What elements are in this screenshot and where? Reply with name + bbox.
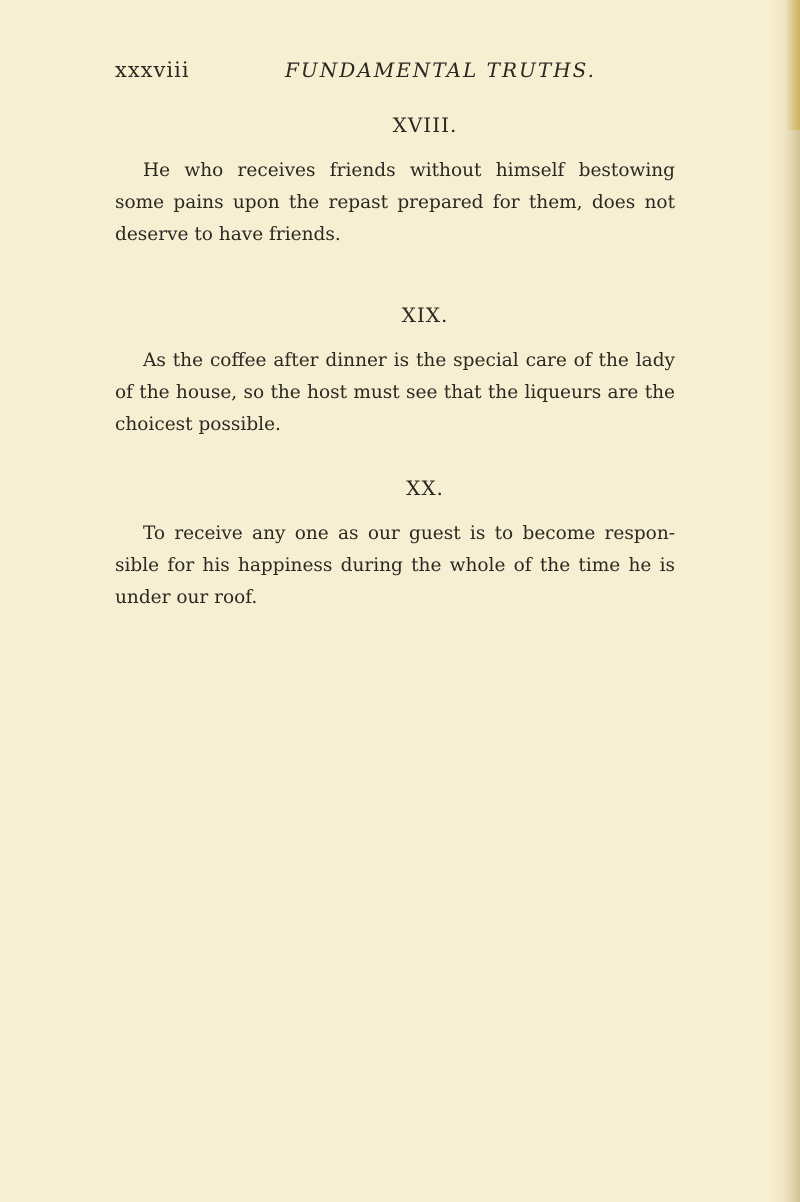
- page-number: xxxviii: [115, 58, 190, 82]
- section-text: As the coffee after dinner is the special care of the lady of the house, so the host must see that the liqueurs are the choicest possible.: [115, 350, 675, 435]
- running-title: FUNDAMENTAL TRUTHS.: [285, 58, 596, 82]
- maxim-section: [115, 476, 675, 614]
- running-head: [115, 58, 635, 88]
- section-text: To receive any one as our guest is to become respon- sible for his happiness during the whole of the time he is under our roof.: [115, 523, 675, 608]
- section-numeral: XX.: [406, 476, 444, 500]
- maxim-section: [115, 303, 675, 441]
- section-numeral: XVIII.: [392, 113, 458, 137]
- page-edge-shadow: [786, 0, 800, 130]
- section-numeral: XIX.: [401, 303, 449, 327]
- section-text: He who receives friends without himself bestowing some pains upon the repast prepared for them, does not deserve to have friends.: [115, 160, 675, 245]
- maxim-section: [115, 113, 675, 251]
